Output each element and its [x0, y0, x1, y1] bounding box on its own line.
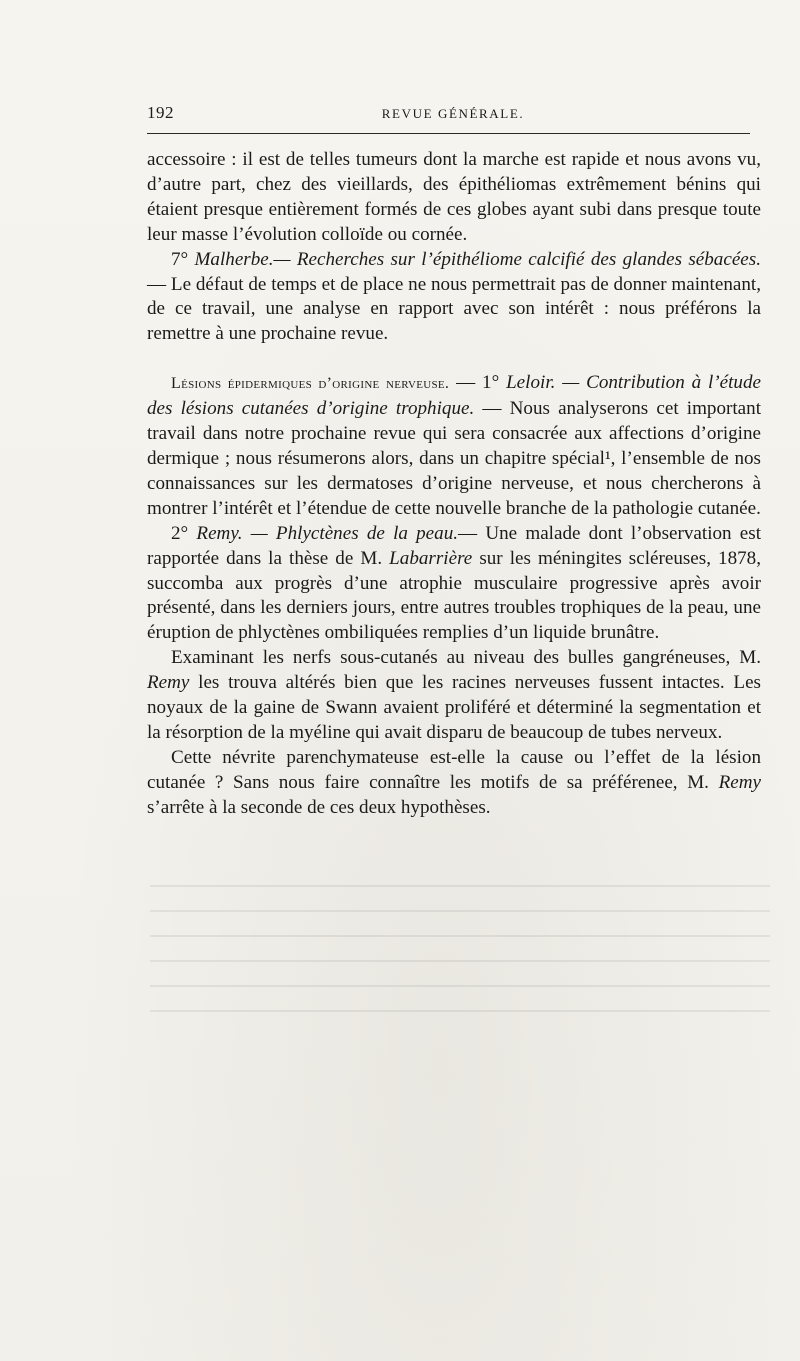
- paragraph-leloir: [147, 371, 761, 521]
- section-heading: Lésions épidermiques d’origine nerveuse.: [171, 375, 450, 393]
- paragraph-text: accessoire : il est de telles tumeurs dont la marche est rapide et nous avons vu, d’autre part, chez des vieillards, des épithéliomas extrêmement bénins qui étaient presque entièrement formés de ces globes ayant subi dans presque toute leur masse l’évolution colloïde ou cornée.: [147, 149, 761, 245]
- body-text: [147, 148, 761, 821]
- item-number: 2°: [171, 522, 189, 544]
- paragraph-text: Examinant les nerfs sous-cutanés au niveau des bulles gangréneuses, M.: [171, 647, 761, 669]
- item-number: 7°: [171, 248, 189, 270]
- paragraph-examinant: [147, 646, 761, 746]
- cited-author: Remy: [718, 771, 761, 793]
- author-name: Leloir.: [506, 372, 556, 394]
- running-head: REVUE GÉNÉRALE.: [381, 106, 525, 121]
- page-header: [147, 103, 759, 125]
- page-number: 192: [147, 103, 174, 122]
- reverse-page-show-through: [150, 885, 770, 1025]
- paragraph-text: — Le défaut de temps et de place ne nous permettrait pas de donner maintenant, de ce travail, une analyse en rapport avec son intérêt : nous préférons la remettre à une prochaine revue.: [147, 273, 761, 345]
- work-title: — Phlyctènes de la peau.: [250, 522, 459, 544]
- paragraph-text: sur les méningites scléreuses, 1878, succomba aux progrès d’une atrophie musculaire progressive après avoir présenté, dans les derniers jours, entre autres troubles trophiques de la peau, une éruption de phlyctènes ombiliquées remplies d’un liquide brunâtre.: [147, 547, 761, 644]
- author-name: Remy.: [196, 522, 243, 544]
- author-name: Malherbe.: [194, 248, 274, 270]
- paragraph-text: — Nous analyserons cet important travail dans notre prochaine revue qui sera consacrée aux affections d’origine dermique ; nous résumerons alors, dans un chapitre spécial¹, l’ensemble de nos connaissances sur les dermatoses d’origine nerveuse, et nous chercherons à montrer l’intérêt et l’étendue de cette nouvelle branche de la pathologie cutanée.: [147, 398, 762, 519]
- work-title: — Contribution à l’étude des lésions cutanées d’origine trophique.: [147, 372, 762, 420]
- paragraph-text: les trouva altérés bien que les racines nerveuses fussent intactes. Les noyaux de la gaine de Swann avaient proliféré et déterminé la segmentation et la résorption de la myéline qui avait disparu de beaucoup de tubes nerveux.: [147, 672, 761, 743]
- work-title: — Recherches sur l’épithéliome calcifié des glandes sébacées.: [273, 248, 761, 270]
- item-number: — 1°: [456, 372, 500, 394]
- paragraph-text: — Une malade dont l’observation est rapportée dans la thèse de M.: [147, 522, 762, 569]
- paragraph-text: s’arrête à la seconde de ces deux hypothèses.: [147, 796, 491, 818]
- paragraph-text: Cette névrite parenchymateuse est-elle la cause ou l’effet de la lésion cutanée ? Sans nous faire connaître les motifs de sa préférenee, M.: [147, 746, 761, 793]
- header-rule: [147, 133, 750, 134]
- cited-author: Remy: [147, 672, 190, 694]
- cited-author: Labarrière: [389, 547, 473, 569]
- paragraph-malherbe: [147, 248, 761, 348]
- paragraph-nevrite: [147, 746, 761, 821]
- paragraph-remy: [147, 522, 761, 647]
- paragraph-continuation: [147, 148, 761, 248]
